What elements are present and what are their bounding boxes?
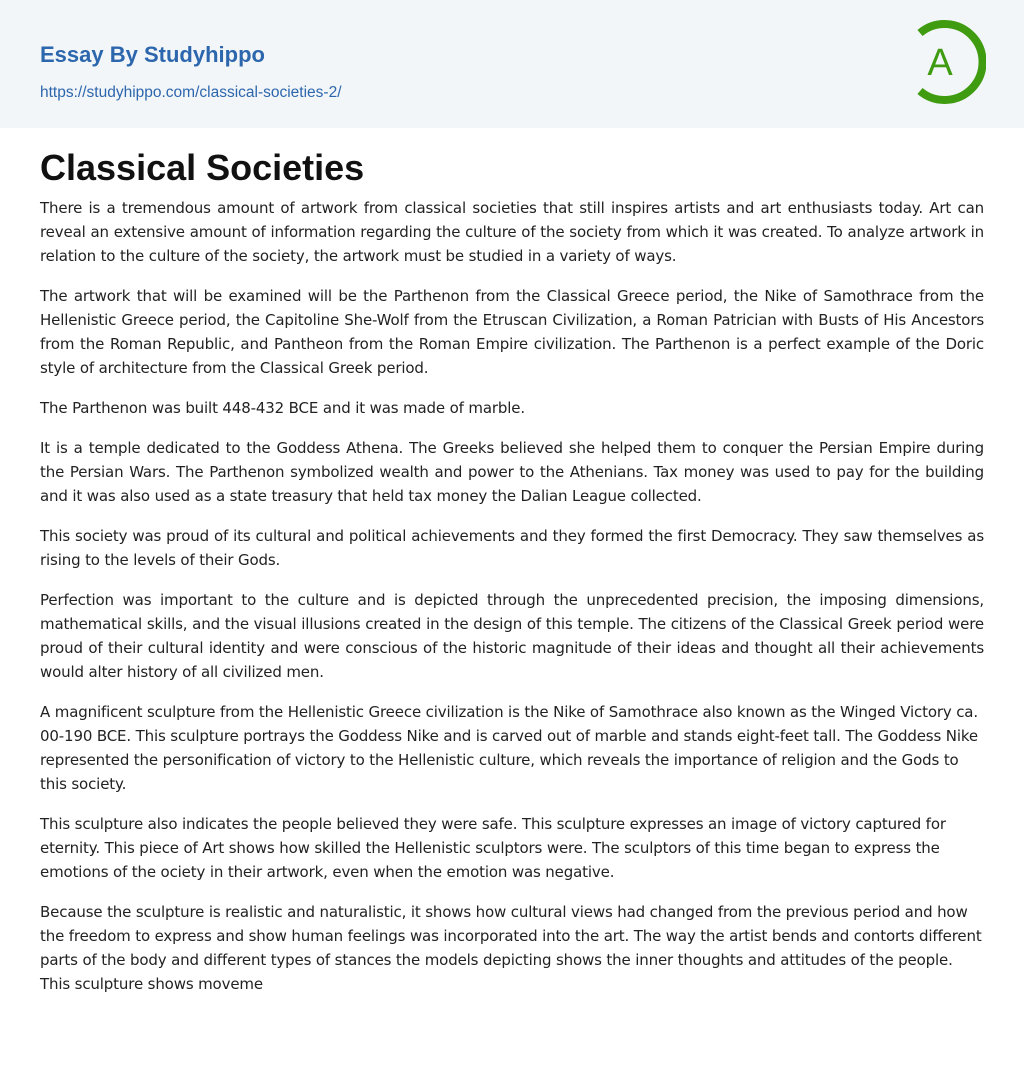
essay-paragraph: There is a tremendous amount of artwork from classical societies that still inspires artists and art enthusiasts today. Art can reveal an extensive amount of information regarding the culture of the society from which it was created. To analyze artwork in relation to the culture of the society, the artwork must be studied in a variety of ways. [40, 199, 984, 265]
essay-paragraph: The Parthenon was built 448-432 BCE and it was made of marble. [40, 399, 525, 417]
essay-paragraph: The artwork that will be examined will be the Parthenon from the Classical Greece period, the Nike of Samothrace from the Hellenistic Greece period, the Capitoline She-Wolf from the Etruscan Civilization, a Roman Patrician with Busts of His Ancestors from the Roman Republic, and Pantheon from the Roman Empire civilization. The Parthenon is a perfect example of the Doric style of architecture from the Classical Greek period. [40, 287, 984, 377]
site-header [0, 0, 1024, 128]
studyhippo-logo-icon [912, 19, 986, 105]
essay-paragraph: A magnificent sculpture from the Hellenistic Greece civilization is the Nike of Samothrace also known as the Winged Victory ca. 00-190 BCE. This sculpture portrays the Goddess Nike and is carved out of marble and stands eight-feet tall. The Goddess Nike represented the personification of victory to the Hellenistic culture, which reveals the importance of religion and the Gods to this society. [40, 703, 978, 793]
essay-url-link[interactable]: https://studyhippo.com/classical-societies-2/ [40, 84, 342, 101]
essay-paragraph: Because the sculpture is realistic and naturalistic, it shows how cultural views had changed from the previous period and how the freedom to express and show human feelings was incorporated into the art. The way the artist bends and contorts different parts of the body and different types of stances the models depicting shows the inner thoughts and attitudes of the people. This sculpture shows moveme [40, 903, 982, 993]
essay-paragraph: It is a temple dedicated to the Goddess Athena. The Greeks believed she helped them to conquer the Persian Empire during the Persian Wars. The Parthenon symbolized wealth and power to the Athenians. Tax money was used to pay for the building and it was also used as a state treasury that held tax money the Dalian League collected. [40, 439, 984, 505]
essay-title: Classical Societies [40, 147, 365, 188]
svg-text:A: A [927, 42, 953, 84]
brand-title: Essay By Studyhippo [40, 42, 265, 67]
essay-content [0, 146, 1024, 996]
essay-paragraph: This society was proud of its cultural and political achievements and they formed the first Democracy. They saw themselves as rising to the levels of their Gods. [40, 527, 984, 569]
essay-paragraph: This sculpture also indicates the people believed they were safe. This sculpture expresses an image of victory captured for eternity. This piece of Art shows how skilled the Hellenistic sculptors were. The sculptors of this time began to express the emotions of the ociety in their artwork, even when the emotion was negative. [40, 815, 946, 881]
essay-paragraph: Perfection was important to the culture and is depicted through the unprecedented precision, the imposing dimensions, mathematical skills, and the visual illusions created in the design of this temple. The citizens of the Classical Greek period were proud of their cultural identity and were conscious of the historic magnitude of their ideas and thought all their achievements would alter history of all civilized men. [40, 591, 984, 681]
